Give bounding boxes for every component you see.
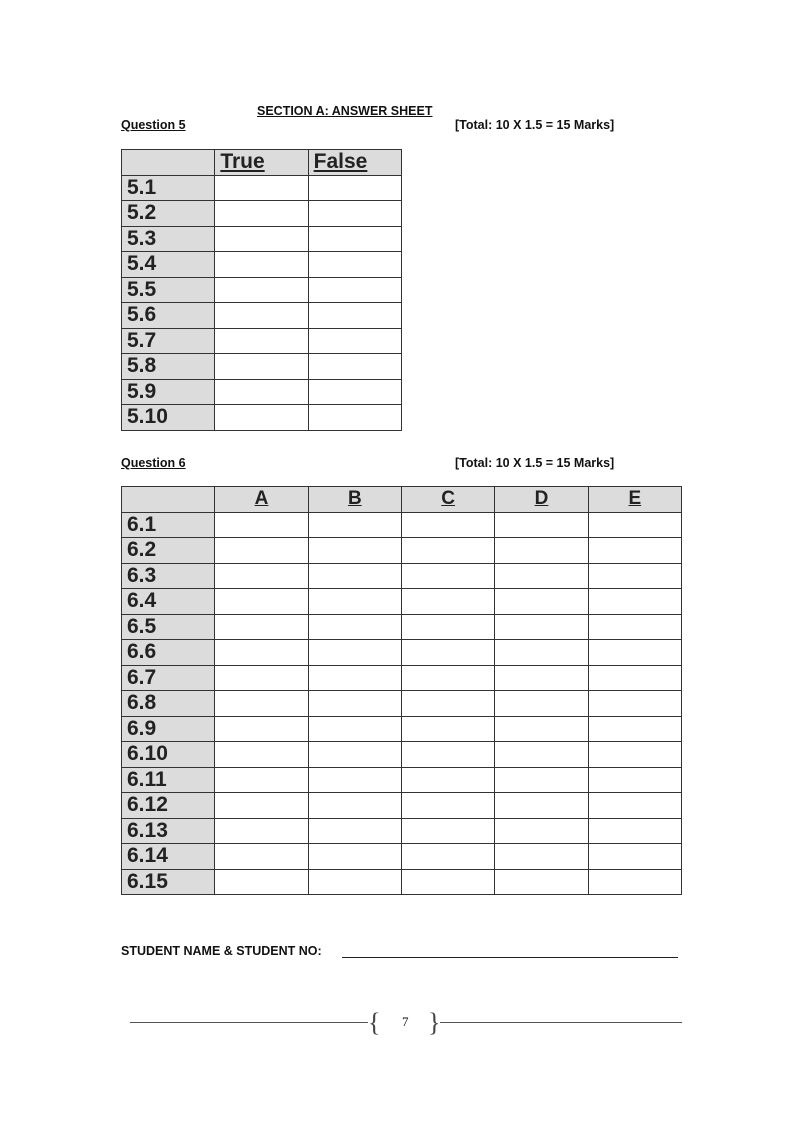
- answer-cell[interactable]: [215, 354, 308, 380]
- answer-cell[interactable]: [588, 538, 681, 564]
- answer-cell[interactable]: [308, 226, 401, 252]
- row-label: 6.15: [122, 869, 215, 895]
- answer-cell[interactable]: [215, 252, 308, 278]
- answer-cell[interactable]: [215, 793, 308, 819]
- answer-cell[interactable]: [308, 665, 401, 691]
- table-row: [122, 793, 682, 819]
- answer-cell[interactable]: [308, 742, 401, 768]
- answer-cell[interactable]: [215, 277, 308, 303]
- table-row: [122, 716, 682, 742]
- answer-cell[interactable]: [588, 589, 681, 615]
- column-header: A: [215, 487, 308, 513]
- answer-cell[interactable]: [401, 691, 494, 717]
- answer-cell[interactable]: [401, 665, 494, 691]
- row-label: 6.1: [122, 512, 215, 538]
- answer-cell[interactable]: [401, 563, 494, 589]
- row-label: 6.14: [122, 844, 215, 870]
- row-label: 6.8: [122, 691, 215, 717]
- row-label: 6.3: [122, 563, 215, 589]
- answer-cell[interactable]: [401, 869, 494, 895]
- answer-cell[interactable]: [215, 589, 308, 615]
- answer-cell[interactable]: [308, 277, 401, 303]
- answer-cell[interactable]: [495, 793, 588, 819]
- answer-cell[interactable]: [215, 175, 308, 201]
- student-name-field[interactable]: [342, 957, 678, 958]
- answer-cell[interactable]: [215, 818, 308, 844]
- question5-title: Question 5: [121, 118, 186, 132]
- row-label: 5.7: [122, 328, 215, 354]
- table-row: [122, 869, 682, 895]
- footer-rule-right: [440, 1022, 682, 1023]
- corner-cell: [122, 487, 215, 513]
- table-row: [122, 563, 682, 589]
- row-label: 5.9: [122, 379, 215, 405]
- answer-cell[interactable]: [588, 716, 681, 742]
- row-label: 6.9: [122, 716, 215, 742]
- row-label: 6.12: [122, 793, 215, 819]
- table-row: [122, 303, 402, 329]
- table-row: [122, 201, 402, 227]
- row-label: 5.1: [122, 175, 215, 201]
- answer-cell[interactable]: [308, 405, 401, 431]
- answer-cell[interactable]: [215, 563, 308, 589]
- answer-cell[interactable]: [215, 226, 308, 252]
- answer-cell[interactable]: [215, 767, 308, 793]
- answer-cell[interactable]: [401, 844, 494, 870]
- answer-cell[interactable]: [588, 512, 681, 538]
- answer-cell[interactable]: [308, 691, 401, 717]
- table-row: [122, 640, 682, 666]
- answer-cell[interactable]: [215, 869, 308, 895]
- answer-cell[interactable]: [308, 175, 401, 201]
- answer-cell[interactable]: [215, 538, 308, 564]
- table-row: [122, 665, 682, 691]
- row-label: 6.11: [122, 767, 215, 793]
- answer-cell[interactable]: [401, 589, 494, 615]
- answer-cell[interactable]: [308, 869, 401, 895]
- answer-cell[interactable]: [588, 640, 681, 666]
- answer-cell[interactable]: [495, 767, 588, 793]
- row-label: 5.2: [122, 201, 215, 227]
- answer-cell[interactable]: [495, 665, 588, 691]
- answer-cell[interactable]: [215, 614, 308, 640]
- header-row: [122, 150, 402, 176]
- answer-cell[interactable]: [308, 354, 401, 380]
- answer-cell[interactable]: [495, 512, 588, 538]
- answer-cell[interactable]: [495, 844, 588, 870]
- table-row: [122, 742, 682, 768]
- answer-cell[interactable]: [215, 844, 308, 870]
- answer-cell[interactable]: [215, 716, 308, 742]
- answer-cell[interactable]: [215, 303, 308, 329]
- left-brace-icon: {: [368, 1008, 381, 1037]
- answer-cell[interactable]: [215, 691, 308, 717]
- page-number: 7: [402, 1014, 409, 1029]
- answer-cell[interactable]: [308, 614, 401, 640]
- table-row: [122, 277, 402, 303]
- answer-cell[interactable]: [495, 563, 588, 589]
- row-label: 6.7: [122, 665, 215, 691]
- answer-cell[interactable]: [308, 303, 401, 329]
- answer-cell[interactable]: [401, 742, 494, 768]
- answer-cell[interactable]: [401, 716, 494, 742]
- answer-cell[interactable]: [588, 869, 681, 895]
- answer-cell[interactable]: [308, 844, 401, 870]
- answer-cell[interactable]: [215, 405, 308, 431]
- table-row: [122, 405, 402, 431]
- column-header: B: [308, 487, 401, 513]
- question6-title: Question 6: [121, 456, 186, 470]
- row-label: 6.2: [122, 538, 215, 564]
- answer-cell[interactable]: [588, 767, 681, 793]
- answer-cell[interactable]: [401, 538, 494, 564]
- row-label: 5.5: [122, 277, 215, 303]
- answer-cell[interactable]: [495, 742, 588, 768]
- answer-cell[interactable]: [308, 818, 401, 844]
- right-brace-icon: }: [428, 1008, 441, 1037]
- answer-cell[interactable]: [308, 252, 401, 278]
- answer-cell[interactable]: [308, 716, 401, 742]
- answer-cell[interactable]: [215, 328, 308, 354]
- answer-cell[interactable]: [401, 793, 494, 819]
- answer-cell[interactable]: [308, 512, 401, 538]
- answer-cell[interactable]: [401, 614, 494, 640]
- answer-cell[interactable]: [308, 640, 401, 666]
- answer-cell[interactable]: [215, 665, 308, 691]
- answer-cell[interactable]: [495, 640, 588, 666]
- column-header: E: [588, 487, 681, 513]
- question5-answer-table: [121, 149, 402, 431]
- row-label: 5.3: [122, 226, 215, 252]
- table-row: [122, 226, 402, 252]
- answer-cell[interactable]: [495, 614, 588, 640]
- row-label: 6.13: [122, 818, 215, 844]
- answer-cell[interactable]: [588, 691, 681, 717]
- column-header: True: [215, 150, 308, 176]
- answer-cell[interactable]: [215, 640, 308, 666]
- corner-cell: [122, 150, 215, 176]
- table-row: [122, 589, 682, 615]
- column-header: C: [401, 487, 494, 513]
- answer-cell[interactable]: [215, 742, 308, 768]
- answer-cell[interactable]: [588, 665, 681, 691]
- answer-cell[interactable]: [495, 869, 588, 895]
- row-label: 6.5: [122, 614, 215, 640]
- table-row: [122, 818, 682, 844]
- row-label: 5.8: [122, 354, 215, 380]
- answer-cell[interactable]: [588, 793, 681, 819]
- answer-cell[interactable]: [588, 563, 681, 589]
- row-label: 6.10: [122, 742, 215, 768]
- row-label: 5.4: [122, 252, 215, 278]
- answer-cell[interactable]: [215, 379, 308, 405]
- answer-cell[interactable]: [495, 818, 588, 844]
- answer-cell[interactable]: [308, 767, 401, 793]
- answer-cell[interactable]: [495, 716, 588, 742]
- answer-cell[interactable]: [495, 538, 588, 564]
- table-row: [122, 379, 402, 405]
- row-label: 6.6: [122, 640, 215, 666]
- answer-cell[interactable]: [308, 563, 401, 589]
- answer-cell[interactable]: [495, 589, 588, 615]
- footer-rule-left: [130, 1022, 368, 1023]
- answer-cell[interactable]: [401, 640, 494, 666]
- table-row: [122, 691, 682, 717]
- answer-cell[interactable]: [308, 538, 401, 564]
- table-row: [122, 614, 682, 640]
- answer-cell[interactable]: [401, 512, 494, 538]
- table-row: [122, 767, 682, 793]
- question6-answer-table: [121, 486, 682, 895]
- table-row: [122, 538, 682, 564]
- column-header: D: [495, 487, 588, 513]
- answer-cell[interactable]: [588, 844, 681, 870]
- row-label: 6.4: [122, 589, 215, 615]
- row-label: 5.10: [122, 405, 215, 431]
- table-row: [122, 252, 402, 278]
- answer-cell[interactable]: [308, 793, 401, 819]
- answer-cell[interactable]: [495, 691, 588, 717]
- answer-cell[interactable]: [401, 818, 494, 844]
- section-title: SECTION A: ANSWER SHEET: [257, 104, 433, 118]
- answer-cell[interactable]: [588, 614, 681, 640]
- table-row: [122, 354, 402, 380]
- question5-total: [Total: 10 X 1.5 = 15 Marks]: [455, 118, 615, 132]
- table-row: [122, 175, 402, 201]
- table-row: [122, 512, 682, 538]
- answer-cell[interactable]: [308, 201, 401, 227]
- answer-cell[interactable]: [215, 201, 308, 227]
- question6-total: [Total: 10 X 1.5 = 15 Marks]: [455, 456, 615, 470]
- column-header: False: [308, 150, 401, 176]
- answer-cell[interactable]: [401, 767, 494, 793]
- answer-cell[interactable]: [588, 818, 681, 844]
- table-row: [122, 844, 682, 870]
- header-row: [122, 487, 682, 513]
- row-label: 5.6: [122, 303, 215, 329]
- student-name-label: STUDENT NAME & STUDENT NO:: [121, 944, 322, 958]
- table-row: [122, 328, 402, 354]
- answer-cell[interactable]: [308, 589, 401, 615]
- answer-cell[interactable]: [308, 328, 401, 354]
- answer-cell[interactable]: [215, 512, 308, 538]
- answer-cell[interactable]: [308, 379, 401, 405]
- answer-cell[interactable]: [588, 742, 681, 768]
